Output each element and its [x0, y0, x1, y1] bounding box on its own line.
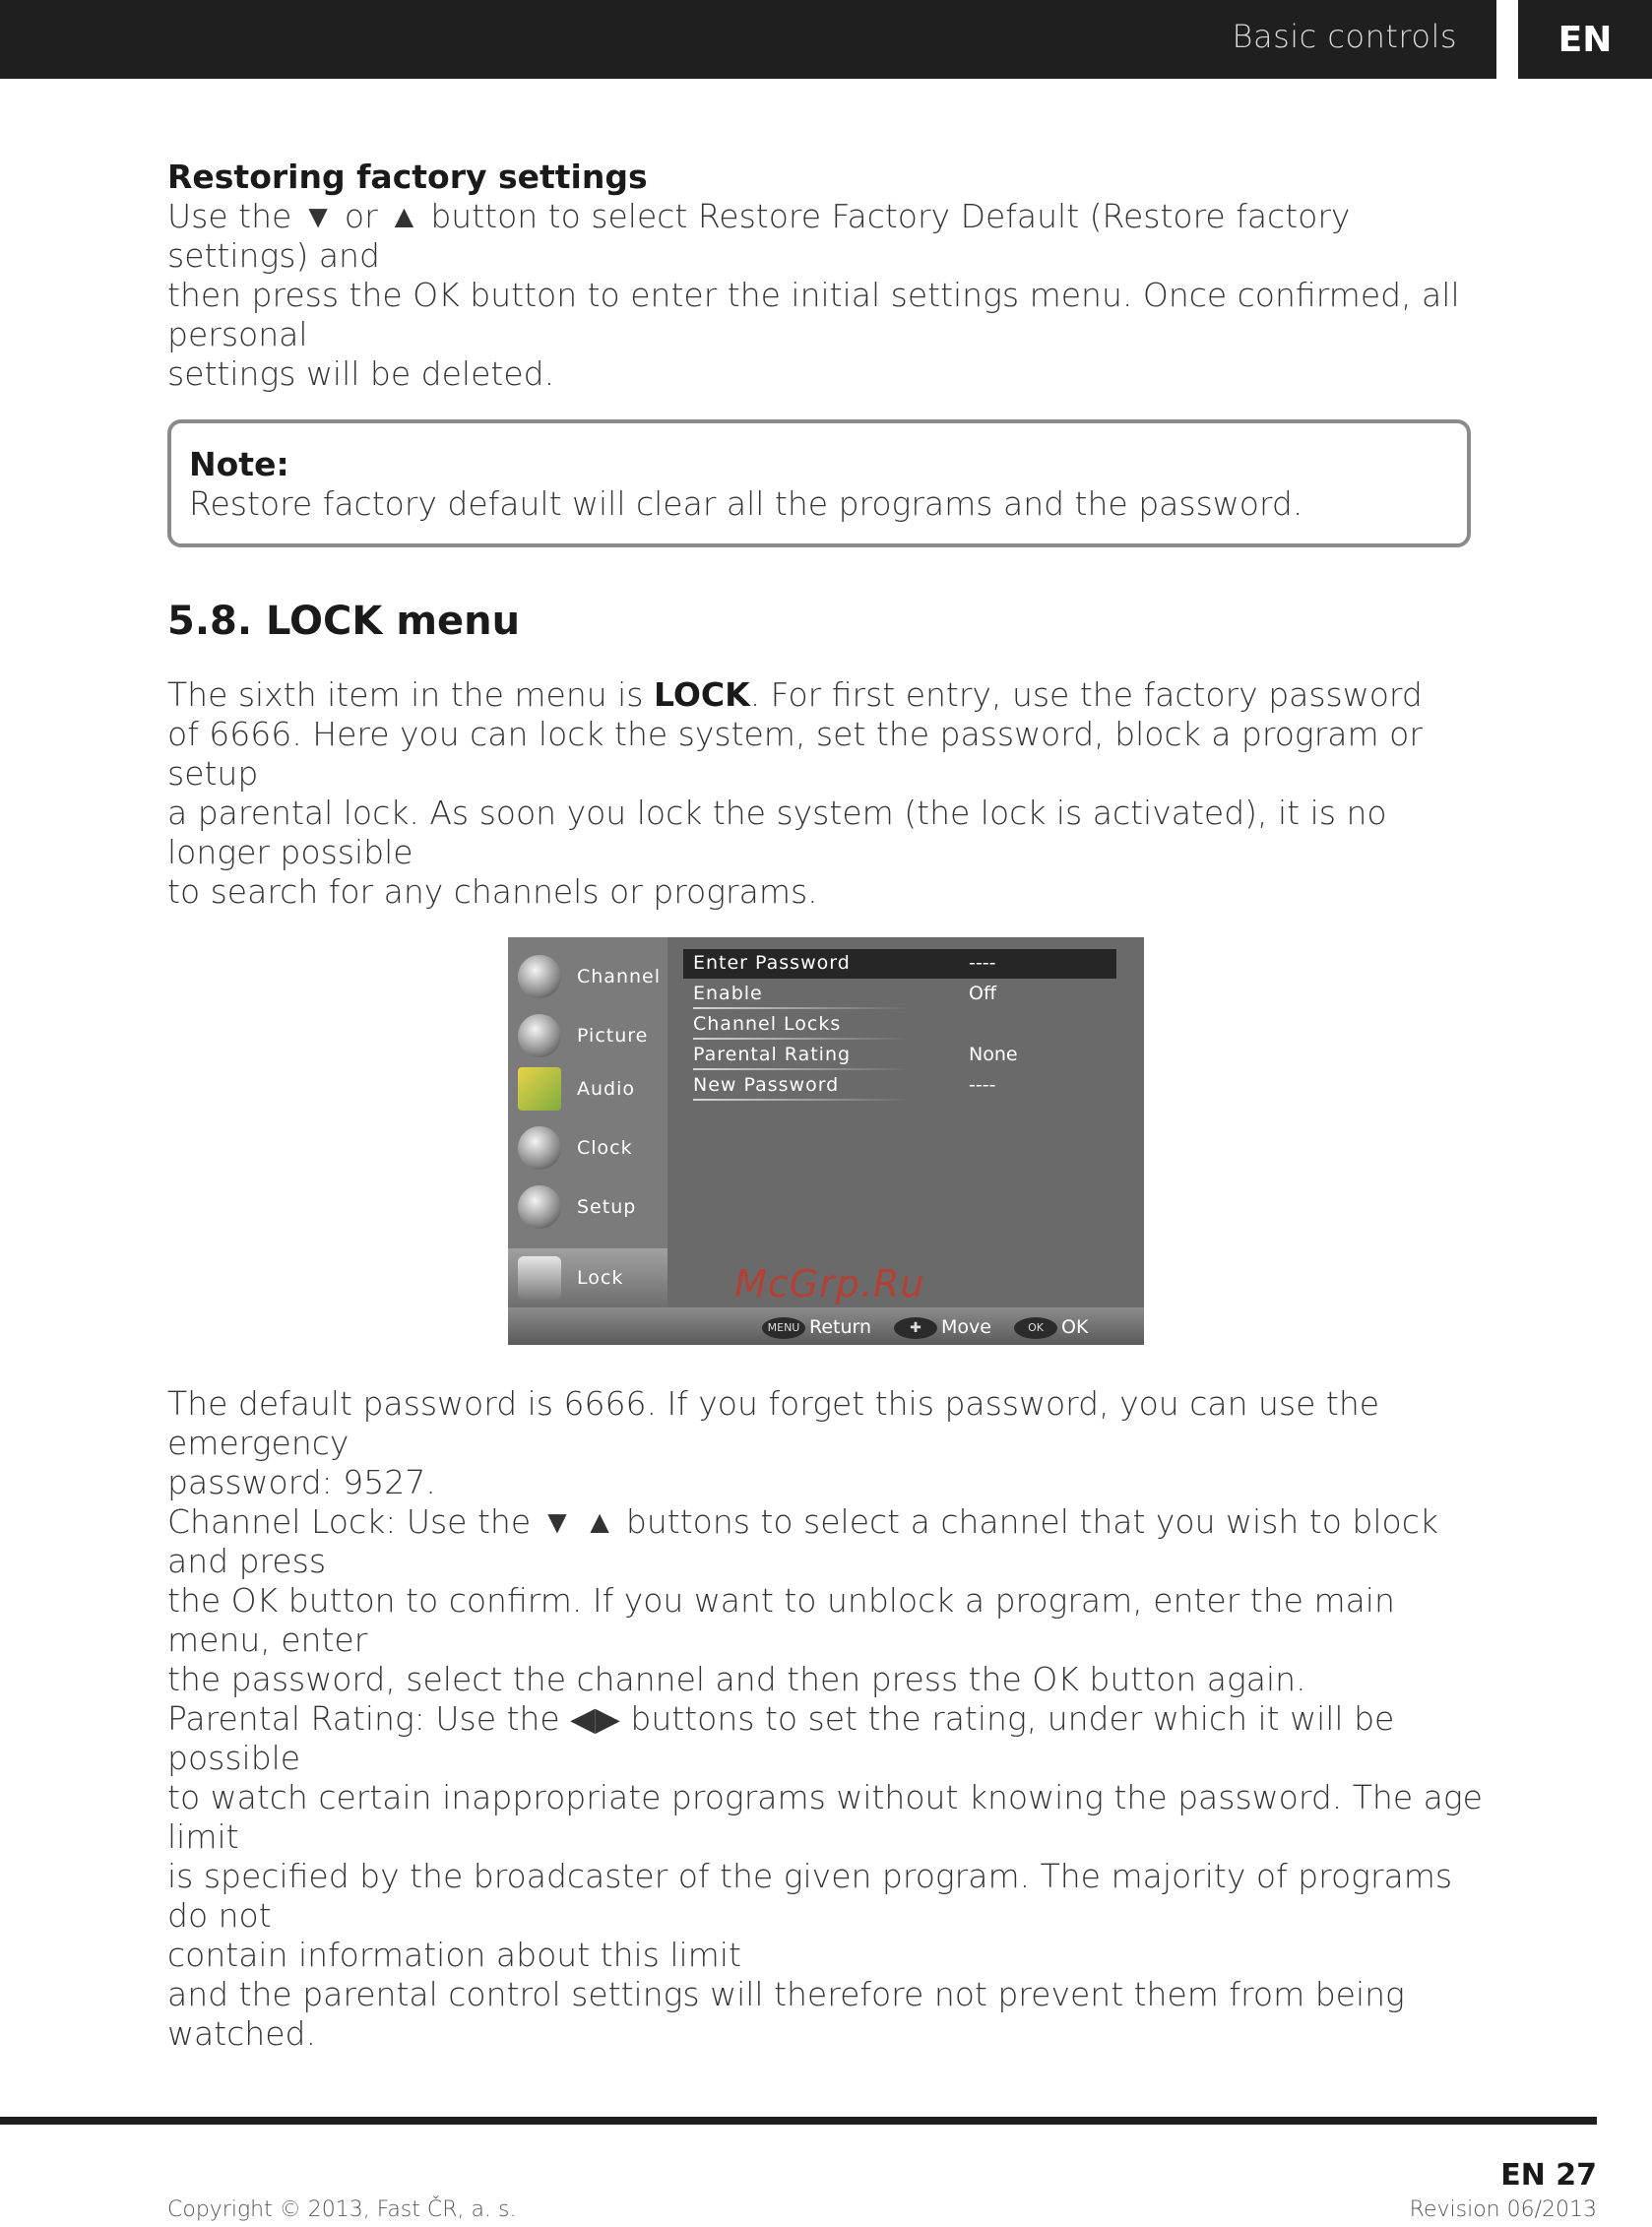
lock-paragraph-line-4: to search for any channels or programs.: [167, 872, 818, 911]
lock-paragraph-line-2: of 6666. Here you can lock the system, set the password, block a program or setup: [167, 715, 1423, 793]
tv-sidebar-item-channel: [508, 947, 667, 1006]
lock-p1-pre: The sixth item in the menu is: [167, 675, 654, 714]
tv-row-key: New Password: [693, 1074, 840, 1096]
body-line-3: Channel Lock: Use the ▼ ▲ buttons to select a channel that you wish to block and press: [167, 1502, 1438, 1580]
tv-sidebar-item-setup: [508, 1177, 667, 1237]
footer-move-label: Move: [941, 1316, 991, 1338]
section-title: 5.8. LOCK menu: [167, 599, 521, 644]
body-line-10: and the parental control settings will therefore not prevent them from being watched.: [167, 1975, 1405, 2053]
setup-icon: [518, 1185, 561, 1229]
body-line-9: contain information about this limit: [167, 1936, 741, 1974]
body-line-2: password: 9527.: [167, 1463, 436, 1501]
audio-icon: [518, 1067, 561, 1111]
tv-row-key: Channel Locks: [693, 1013, 842, 1035]
tv-row-value: None: [969, 1044, 1018, 1065]
tv-row-key: Enable: [693, 983, 763, 1004]
tv-row-divider: [693, 1038, 910, 1040]
tv-sidebar-item-lock: [508, 1248, 667, 1307]
revision: Revision 06/2013: [1409, 2197, 1597, 2222]
tv-footer: [508, 1307, 1144, 1345]
body-line-1: The default password is 6666. If you forget this password, you can use the emergency: [167, 1384, 1380, 1462]
lock-p1-post: . For first entry, use the factory password: [749, 675, 1423, 714]
body-line-8: is specified by the broadcaster of the given program. The majority of programs do not: [167, 1857, 1453, 1935]
tv-row-new-password: [683, 1071, 1116, 1101]
tv-sidebar-item-picture: [508, 1006, 667, 1065]
tv-row-channel-locks: [683, 1010, 1116, 1040]
tv-row-value: ----: [969, 952, 996, 974]
header-language-badge: EN: [1518, 0, 1652, 79]
move-button-icon: ✚: [894, 1317, 937, 1339]
watermark: McGrp.Ru: [734, 1262, 925, 1305]
footer-rule: [0, 2117, 1597, 2125]
footer-ok-label: OK: [1061, 1316, 1089, 1338]
tv-row-divider: [693, 1099, 910, 1101]
tv-sidebar-label: Clock: [577, 1137, 633, 1159]
tv-lock-menu-screenshot: [508, 937, 1144, 1345]
note-box: [167, 419, 1471, 547]
copyright: Copyright © 2013, Fast ČR, a. s.: [167, 2197, 517, 2222]
lock-icon: [518, 1256, 561, 1300]
tv-sidebar-label: Channel: [577, 966, 662, 987]
restoring-title: Restoring factory settings: [167, 158, 648, 196]
footer-return-label: Return: [809, 1316, 872, 1338]
note-text: Restore factory default will clear all the programs and the password.: [189, 484, 1303, 523]
body-line-4: the OK button to confirm. If you want to unblock a program, enter the main menu, enter: [167, 1581, 1395, 1659]
tv-row-value: ----: [969, 1074, 996, 1096]
tv-row-divider: [693, 1068, 910, 1070]
tv-sidebar-label: Picture: [577, 1025, 649, 1047]
tv-row-enter-password: [683, 949, 1116, 979]
clock-icon: [518, 1126, 561, 1170]
tv-row-key: Parental Rating: [693, 1044, 852, 1065]
restoring-line-3: settings will be deleted.: [167, 354, 555, 393]
tv-sidebar: [508, 937, 667, 1307]
tv-sidebar-item-audio: [508, 1059, 667, 1118]
restoring-line-1: Use the ▼ or ▲ button to select Restore Factory Default (Restore factory settings) and: [167, 197, 1351, 275]
header-section-title: Basic controls: [1232, 18, 1457, 55]
channel-icon: [518, 955, 561, 998]
tv-row-enable: [683, 980, 1116, 1009]
picture-icon: [518, 1014, 561, 1057]
body-line-5: the password, select the channel and then press the OK button again.: [167, 1660, 1306, 1698]
restoring-line-2: then press the OK button to enter the initial settings menu. Once confirmed, all personal: [167, 276, 1460, 353]
tv-sidebar-item-clock: [508, 1118, 667, 1177]
lock-p1-bold: LOCK: [654, 675, 750, 714]
page-content: [167, 158, 1487, 2054]
body-line-7: to watch certain inappropriate programs without knowing the password. The age limit: [167, 1778, 1483, 1856]
body-line-6: Parental Rating: Use the ◀▶ buttons to set the rating, under which it will be possible: [167, 1699, 1395, 1777]
tv-row-divider: [693, 1007, 910, 1009]
note-title: Note:: [189, 445, 289, 483]
lock-paragraph-line-3: a parental lock. As soon you lock the system (the lock is activated), it is no longer possible: [167, 794, 1387, 871]
header-bar: [0, 0, 1496, 79]
page-number: EN 27: [1500, 2158, 1597, 2193]
ok-button-icon: OK: [1014, 1317, 1057, 1339]
tv-row-parental-rating: [683, 1041, 1116, 1070]
tv-sidebar-label: Audio: [577, 1078, 636, 1100]
lock-paragraph-line-1: [167, 675, 1487, 715]
tv-row-value: Off: [969, 983, 997, 1004]
tv-sidebar-label: Lock: [577, 1267, 624, 1289]
menu-button-icon: MENU: [762, 1317, 805, 1339]
tv-sidebar-label: Setup: [577, 1196, 637, 1218]
tv-row-key: Enter Password: [693, 952, 851, 974]
